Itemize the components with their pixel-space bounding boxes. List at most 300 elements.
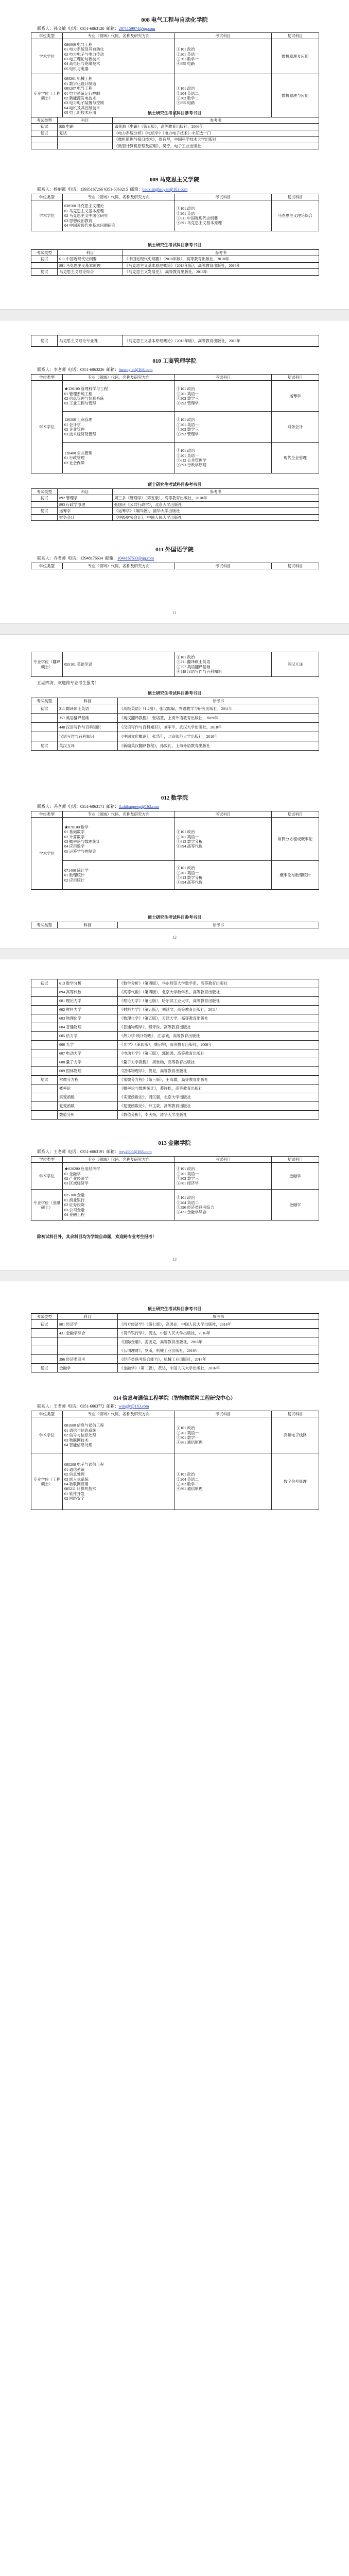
exam-type [31,262,58,268]
col-header: 考试科目 [174,563,271,569]
retest: 数字信号处理 [271,1453,319,1510]
contact-line [37,367,152,372]
exam: ②201 英语一 [176,391,199,396]
label: 联系人： [37,556,54,561]
subject: 211 翻译硕士英语 [58,704,118,714]
book: 《材料力学》（第五版），刘鸿文，高等教育出版社，2011年 [118,1006,319,1014]
subject: 601 理论力学 [58,997,118,1006]
direction: 03 公司金融 [64,1207,85,1212]
book: 张国庆《公共行政学》，北京大学出版社 [113,501,319,507]
ref-title: 硕士研究生考试科目参考书目 [148,1307,201,1311]
exam: ③357 英语翻译基础 [176,664,211,669]
subject: 448 汉语写作与百科知识 [58,723,118,732]
contact-line [37,26,155,31]
retest: 微机原理及应用 [271,39,319,74]
col-header: 学位类型 [31,563,63,569]
col-header: 学位类型 [31,1411,63,1417]
book: 《新编英汉翻译教程》，孙致礼，上海外语教育出版社 [118,741,319,751]
exam-type [31,988,58,997]
major: 055101 英语笔译 [64,662,93,667]
major: 080800 电气工程 [64,42,93,47]
contact-email-link[interactable]: wangly@163.com [118,1404,149,1409]
col-header: 参考书 [113,489,319,495]
exam: ③303 数学三 [176,427,199,432]
subject: 357 英语翻译基础 [58,714,118,723]
ref-title: 硕士研究生考试科目参考书目 [148,691,201,696]
reference-table-header [31,922,319,928]
exam: ③611 中国近现代史纲要 [176,215,218,221]
majors-cell [63,200,175,231]
exam-type [31,1014,58,1023]
col-header: 科目 [58,117,113,124]
exam: ④861 通信原理 [176,1440,203,1445]
exams-cell [174,1163,271,1190]
ref-title: 硕士研究生考试科目参考书目 [148,111,201,115]
exam: ①101 政治 [176,654,195,659]
exam: ②201 英语一 [176,422,199,427]
direction: 04 高电压与绝缘技术 [64,61,100,66]
subject: 608 量子力学 [58,1058,118,1067]
degree-type: 专业学位（工程硕士） [31,74,63,117]
subject: 运筹学 [58,508,113,514]
direction: 03 物联网技术 [64,1437,89,1443]
retest: 马克思主义理论综合 [271,200,319,231]
page-number: 12 [172,935,177,940]
direction: 02 网络安全 [64,1496,85,1501]
direction: 04 应用数学 [64,844,85,849]
retest: 概率论与数理统计 [271,861,319,890]
exam: ②201 英语一 [176,1430,199,1435]
label: 联系人： [37,367,54,372]
contact-phone: 0351-6063191 [80,1149,104,1154]
subject: 606 光学 [58,1041,118,1049]
label: 联系人： [37,1404,54,1409]
col-header: 考试科目 [174,194,271,200]
contact-name: 冯老师 [54,804,66,809]
retest: 高频电子线路 [271,1417,319,1453]
label: 邮箱： [106,1149,119,1154]
direction: 02 社会保障 [64,460,85,465]
subject: 602 材料力学 [58,1006,118,1014]
label: 邮箱： [105,556,117,561]
contact-line [37,1403,149,1409]
col-header: 科目 [58,250,123,256]
reference-table [31,698,319,751]
col-header: 专业（领域）代码、名称及研究方向 [63,194,175,200]
reference-table [31,117,319,149]
contact-name: 乔老师 [54,556,66,561]
program-table-continued [31,652,319,677]
exam: ①101 政治 [176,417,195,422]
exam-type [31,1329,58,1337]
degree-type: 学术学位 [31,381,63,473]
col-header: 学位类型 [31,375,63,381]
subject: 894 高等代数 [58,988,118,997]
col-header: 科目 [58,489,113,495]
major: ★020200 应用经济学 [64,1166,100,1172]
subject: 611 中国近现代史纲要 [58,256,123,262]
exam: ③301 数学一 [176,1435,199,1440]
book: 《微型计算机原理及应用》，吴宁，电子工业出版社 [113,143,319,149]
book: 《公司理财》，罗斯，机械工业出版社，2016年 [118,1346,319,1355]
exam: ②201 英语一 [176,211,199,216]
exams-cell [174,443,271,473]
exam: ②201 英语一 [176,453,199,458]
book: 《光学》（第四版），姚启钧，高等教育出版社，2008年 [118,1041,319,1049]
page-separator [0,623,349,635]
subject: 396 经济类联考 [58,1355,118,1364]
exam-type: 复试 [31,1076,58,1084]
page-number: 13 [172,1257,177,1262]
book: 《固体物理学》，黄昆，高等教育出版社 [118,1067,319,1076]
direction: 02 企业管理 [64,427,85,432]
direction: 02 马克思主义中国化研究 [64,213,108,218]
reference-table [31,1313,319,1372]
degree-type: 专业学位（工程硕士） [31,1453,63,1510]
book: 《电力系统分析》《电机学》《电力电子技术》中任选一门 [113,130,319,136]
contact-phone: 0351-6063226 [80,367,104,372]
book: 《经济类联考综合能力》，机械工业出版社，2018年 [118,1355,319,1364]
exam-type: 复试 [31,335,58,347]
program-table [31,194,319,231]
label: 联系人： [37,1149,54,1154]
direction: 01 通信与信息系统 [64,1428,96,1433]
page-separator [0,948,349,959]
exam: ④861 通信原理 [176,1486,203,1492]
direction: 01 电力系统运行控制 [64,91,100,96]
exam-type [31,1032,58,1041]
contact-email-link[interactable]: baoxianghaoyan@163.com [142,187,188,192]
exam: ①101 政治 [176,206,195,211]
book: 《运筹学》（第四版），清华大学出版社 [113,508,319,514]
program-table [31,1156,319,1221]
direction: 03 概率论与数理统计 [64,839,100,844]
ref-title: 硕士研究生考试科目参考书目 [148,243,201,247]
exam-type [31,514,58,520]
col-header: 考试科目 [174,375,271,381]
exam: ③303 数学三 [176,1176,199,1181]
contact-name: 王老师 [54,1404,66,1409]
subject [58,143,113,149]
exam-type [31,501,58,507]
majors-cell [63,1190,175,1221]
retest: 微机原理与应用 [271,74,319,117]
exam-type [31,1049,58,1058]
major: 071400 统计学 [64,868,89,873]
subject: 893 行政学原理 [58,501,113,507]
contact-phone: 0351-6063171 [80,804,104,809]
subject: 英汉互译 [58,741,118,751]
major: 030500 马克思主义理论 [64,204,104,209]
subject: 马克思主义理论专业课 [58,335,123,347]
exam-type: 初试 [31,979,58,988]
col-header: 参考书 [118,698,319,704]
col-header: 考试科目 [174,1411,271,1417]
subject: 604 普通物理 [58,1023,118,1032]
label: 邮箱： [106,367,119,372]
label: 电话： [68,367,80,372]
direction: 01 数理统计 [64,873,85,878]
col-header: 考试科目 [174,1157,271,1163]
direction: 01 管理系统工程 [64,391,93,396]
col-header: 复试科目 [271,811,319,818]
book: 《金融学》（第二版），黄达，中国人民大学出版社，2016年 [118,1364,319,1372]
book: 《普通物理学》，程守洙，高等教育出版社 [118,1023,319,1032]
col-header: 科目 [58,922,118,928]
book: 《复变函数论》，钟玉泉，高等教育出版社 [118,1102,319,1111]
major: ★120100 管理科学与工程 [64,386,108,392]
retest: 金融学 [271,1190,319,1221]
direction: 01 会计学 [64,422,81,427]
direction: 03 嵌入式系统 [64,1477,89,1482]
contact-email-link[interactable]: liuxinglei@163.com [118,367,153,372]
retest: 常微分方程或概率论 [271,818,319,861]
contact-email-link[interactable]: 2971159974@qq.com [118,26,155,31]
col-header: 考试科目 [174,811,271,818]
direction: 01 软件开发 [64,1491,85,1496]
direction: 03 区域经济学 [64,1181,89,1186]
degree-type: 学术学位 [31,818,63,890]
book: 《马克思主义基本原理概论》（2018年版），高等教育出版社，2018年 [123,262,319,268]
degree-type: 学术学位 [31,39,63,74]
section-title: 011 外国语学院 [155,547,194,553]
contact-line [37,1149,152,1155]
exams-cell [174,381,271,412]
direction: 03 技术经济及管理 [64,432,96,437]
major: 085201 机械工程 [64,76,93,81]
exam: ④448 汉语写作与百科知识 [176,669,222,674]
book: 周三多《管理学》（第五版），高等教育出版社，2018年 [113,495,319,501]
exam: ③301 数学一 [176,56,199,61]
exam: ②204 英语二 [176,1477,199,1482]
contact-email-link[interactable]: jrxy2008@163.com [118,1149,152,1154]
subject: 855 电路 [58,124,113,130]
col-header: 学位类型 [31,194,63,200]
exams-cell [174,39,271,74]
exam: ③302 数学二 [176,95,199,100]
direction: 01 电力系统及其自动化 [64,47,104,52]
subject: 609 固体物理 [58,1067,118,1076]
major: 120200 工商管理 [64,417,93,422]
exam: ①101 政治 [176,866,195,871]
subject: 607 电动力学 [58,1049,118,1058]
book: 《理论力学》（第七版），哈尔滨工业大学，高等教育出版社 [118,997,319,1006]
section-title: 013 金融学院 [158,1140,191,1146]
major: 025100 金融 [64,1193,85,1198]
subject: 常微分方程 [58,1076,118,1084]
col-header: 参考书 [113,117,319,124]
book: 《马克思主义发展史》，高等教育出版社，2016年 [123,269,319,275]
exam: ①101 政治 [176,448,195,453]
col-header: 考试类型 [31,117,58,124]
subject [58,137,113,143]
reference-table [31,249,319,276]
program-table [31,1411,319,1510]
book: 《高等代数》（第四版），北京大学数学系，高等教育出版社 [118,988,319,997]
subject: 马克思主义理论综合 [58,269,123,275]
program-table [31,374,319,473]
contact-phone: 13948176634 [80,556,103,561]
section-title: 010 工商管理学院 [152,358,197,364]
exam-type [31,1058,58,1067]
label: 电话： [68,1404,80,1409]
book: 《高级英语》（1-2册），张汉熙编，外语教学与研究出版社，2011年 [118,704,319,714]
book: 《微机原理与接口技术》，周荷琴，中国科学技术大学出版社 [113,137,319,143]
direction: 03 电工理论与新技术 [64,56,100,61]
col-header: 参考书 [118,922,319,928]
exam: ④893 行政学原理 [176,463,207,468]
exam: ④855 电路 [176,61,195,66]
book: 《汉语写作与百科知识》，刘军平，武汉大学出版社，2018年 [118,723,319,732]
exam-type [31,143,58,149]
exam-type: 初试 [31,124,58,130]
subject: 431 金融学综合 [58,1329,118,1337]
col-header: 考试类型 [31,698,58,704]
direction: 05 电机与电器 [64,66,89,71]
exam-type [31,714,58,723]
book: 邱关源《电路》（第五版），高等教育出版社，2006年 [113,124,319,130]
label: 电话： [68,187,80,192]
major: 085207 电气工程 [64,86,93,91]
exam: ①101 政治 [176,829,195,835]
book: 《中国近现代史纲要》（2018年版），高等教育出版社，2018年 [123,256,319,262]
exams-cell [174,412,271,443]
book: 《电动力学》（第三版），郭硕鸿，高等教育出版社 [118,1049,319,1058]
reference-table-continued [31,335,319,347]
direction: 03 思想政治教育 [64,218,93,223]
direction: 01 商业银行 [64,1197,85,1202]
major: 081000 信息与通信工程 [64,1423,104,1428]
direction: 04 电机及其控制技术 [64,105,100,110]
exam-type [31,723,58,732]
label: 电话： [68,1149,80,1154]
label: 电话： [68,804,80,809]
subject [58,1346,118,1355]
section-title: 008 电气工程与自动化学院 [141,17,208,23]
exam-type [31,732,58,741]
direction: 02 电力电子与电力传动 [64,52,104,57]
exam: ③302 数学二 [176,1481,199,1486]
majors-cell [63,818,175,861]
exam: ④855 电路 [176,100,195,106]
exam-type: 复试 [31,269,58,275]
retest: 运筹学 [271,381,319,412]
exam: ④894 高等代数 [176,880,203,885]
direction: 04 中国近现代史基本问题研究 [64,223,116,228]
exam-type: 初试 [31,256,58,262]
col-header: 专业（领域）代码、名称及研究方向 [63,1411,175,1417]
reference-table-continued [31,979,319,1120]
contact-phone: 0351-6063772 [80,1404,104,1409]
col-header: 学位类型 [31,1157,63,1163]
majors-cell [63,1163,175,1190]
col-header: 专业（领域）代码、名称及研究方向 [63,811,175,818]
exam-type [31,1006,58,1014]
exam: ②204 英语二 [176,1200,199,1205]
direction: 05 电工新技术应用 [64,110,96,115]
exam: ①101 政治 [176,386,195,392]
reference-table [31,488,319,521]
subject: 892 管理学 [58,495,113,501]
exam-type [31,1023,58,1032]
book: 《货币银行学》，黄达，中国人民大学出版社，2016年 [118,1329,319,1337]
exam: ④892 管理学 [176,432,199,437]
direction: 02 信息处理 [64,1472,85,1477]
exam-type [31,1337,58,1346]
contact-name: 孙义敏 [54,26,66,31]
direction: 02 计算数学 [64,834,85,839]
program-table-header [31,563,319,569]
book: 《国际金融》，姜波克，高等教育出版社，2016年 [118,1337,319,1346]
exam-type [31,1346,58,1355]
exam: ②211 翻译硕士英语 [176,659,211,665]
program-table [31,32,319,117]
section-title: 014 信息与通信工程学院（智能物联网工程研究中心） [113,1396,236,1401]
col-header: 复试科目 [271,563,319,569]
majors-cell [63,652,175,677]
major: 085211 计算机技术 [64,1486,96,1492]
direction: 03 工业工程与管理 [64,401,96,406]
degree-type: 专业学位（翻译硕士） [31,652,63,677]
section-title: 009 马克思主义学院 [149,177,200,183]
col-header: 复试科目 [271,1157,319,1163]
label: 电话： [68,26,80,31]
direction: 04 智能信息处理 [64,1442,93,1447]
exam: ②201 英语一 [176,870,199,875]
col-header: 复试科目 [271,1411,319,1417]
section-title: 012 数学院 [161,795,188,801]
exam: ②201 英语一 [176,1171,199,1176]
exams-cell [174,200,271,231]
exam-type [31,997,58,1006]
exams-cell [174,861,271,890]
book: 《实变函数论》，周民强，北京大学出版社 [118,1093,319,1102]
contact-line [37,187,187,192]
exams-cell [174,1417,271,1453]
majors-cell [63,412,175,443]
contact-name: 王老师 [54,1149,66,1154]
book: 《马克思主义基本原理概论》（2018年版），高等教育出版社，2018年 [123,335,319,347]
exam-type: 复试 [31,508,58,514]
exam-type [31,1093,58,1102]
exam-type [31,1111,58,1120]
book: 《数学分析》（第四版），华东师范大学数学系，高等教育出版社 [118,979,319,988]
exams-cell [174,1453,271,1510]
direction: 05 运筹学与控制论 [64,849,96,854]
exam: ①101 政治 [176,1472,195,1477]
contact-email-link[interactable]: 1044167633@qq.com [117,556,154,561]
col-header: 专业（领域）代码、名称及研究方向 [63,375,175,381]
direction: 04 物联网应用 [64,1481,89,1486]
label: 邮箱： [106,26,119,31]
exam: ②201 英语一 [176,834,199,839]
direction: 02 信号与信息处理 [64,1433,96,1438]
exam-type: 复试 [31,130,58,136]
label: 电话： [68,556,80,561]
exam: ①101 政治 [176,86,195,91]
exam: ④431 金融学综合 [176,1210,207,1215]
book: 《物理化学》（第五版），天津大学，高等教育出版社 [118,1014,319,1023]
contact-email-link[interactable]: ll.zhihaopeng@163.com [118,804,160,809]
exam: ①101 政治 [176,1166,195,1172]
degree-type: 学术学位 [31,200,63,231]
exam: ④891 马克思主义基本原理 [176,221,222,226]
exam-type: 初试 [31,1320,58,1329]
exams-cell [174,818,271,861]
subject: 复变函数 [58,1102,118,1111]
col-header: 复试科目 [271,375,319,381]
retest: 英汉互译 [271,652,319,677]
